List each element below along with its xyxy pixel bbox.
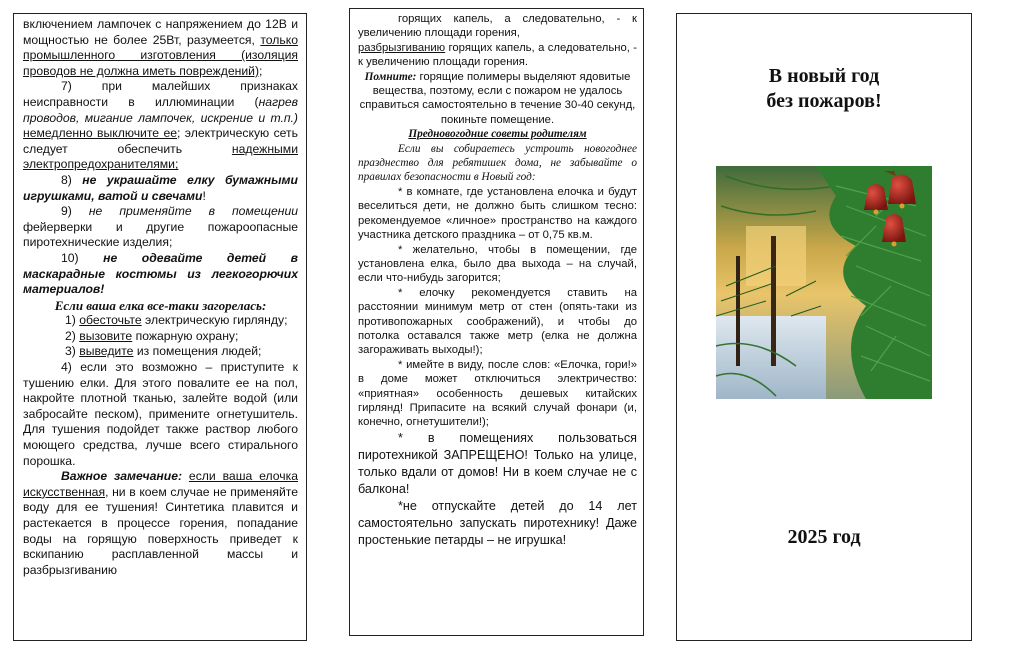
christmas-tree-picture xyxy=(716,166,932,399)
step-4: 4) если это возможно – приступите к тушению елки. Для этого повалите ее на пол, накройте плотной тканью, залейте водой (или забросайте песком), примените огнетушитель. Для тушения подойдет также раствор любого моющего средства, лучше всего стирального порошка. xyxy=(23,360,298,468)
step-1 xyxy=(23,313,298,329)
advice-intro: Если вы собираетесь устроить новогоднее празднество для ребятишек дома, не забывайте о правилах безопасности в Новый год: xyxy=(358,142,637,184)
cover-year: 2025 год xyxy=(787,526,861,548)
text: ; xyxy=(259,63,263,78)
italic-text: нагрев проводов, мигание лампочек, искрение и т.п.) xyxy=(23,94,298,125)
cover-title-line-2: без пожаров! xyxy=(766,90,882,112)
text: ! xyxy=(202,188,206,203)
underlined-text: если ваша елочка искусственная xyxy=(23,469,298,499)
advice-item-1: * в комнате, где установлена елочка и будут веселиться дети, не должно быть слишком тесно: рекомендуемое «личное» пространство на каждого участника детского праздника – от 0,75 кв.м. xyxy=(358,185,637,242)
step-number: 3) xyxy=(65,344,76,359)
bold-italic-text: не украшайте елку бумажными игрушками, ватой и свечами xyxy=(23,172,298,203)
text: горящие полимеры выделяют ядовитые вещества, поэтому, если с пожаром не удалось справиться самостоятельно в течение 30-40 секунд, покиньте помещение. xyxy=(359,70,636,126)
text: горящих капель, а следовательно, - к увеличению площади горения. xyxy=(358,41,638,69)
advice-heading: Предновогодние советы родителям xyxy=(408,128,587,141)
left-panel xyxy=(13,13,307,641)
text: из помещения людей; xyxy=(136,344,262,359)
underlined-text: немедленно выключите ее xyxy=(23,126,178,141)
fire-heading: Если ваша елка все-таки загорелась: xyxy=(54,297,267,313)
text: включением лампочек с напряжением до 12В и мощностью не более 25Вт, разумеется, xyxy=(23,17,298,47)
paragraph-rule-7 xyxy=(23,79,298,173)
underlined-text: надежными электропредохранителями; xyxy=(23,141,298,172)
text: 7) при малейших признаках неисправности в иллюминации ( xyxy=(23,79,298,109)
paragraph-rule-10 xyxy=(23,251,298,298)
paragraph-remember xyxy=(358,70,637,128)
cover-title xyxy=(677,64,971,114)
advice-item-5: * в помещениях пользоваться пиротехникой ЗАПРЕЩЕНО! Только на улице, только вдали от домов! Ни в коем случае не с балкона! xyxy=(358,430,637,496)
underlined-text: обесточьте xyxy=(79,313,142,328)
rule-number: 10) xyxy=(61,250,79,265)
note-label: Важное замечание: xyxy=(61,469,183,484)
right-panel xyxy=(676,13,972,641)
paragraph-rule-8 xyxy=(23,173,298,204)
underlined-text: выведите xyxy=(79,344,134,359)
cover-title-line-1: В новый год xyxy=(768,65,880,87)
paragraph-continuation: горящих капель, а следовательно, - к увеличению площади горения, xyxy=(358,13,637,40)
text: пожарную охрану; xyxy=(135,328,239,343)
step-3 xyxy=(23,344,298,360)
remember-label: Помните: xyxy=(364,70,417,83)
advice-item-3: * елочку рекомендуется ставить на расстоянии минимум метр от стен (опять-таки из противопожарных соображений), и чтобы до потолка оставался также метр (елка не должна загораживать выходы!); xyxy=(358,286,637,357)
middle-panel xyxy=(349,8,644,636)
step-number: 2) xyxy=(65,328,76,343)
step-number: 1) xyxy=(65,313,76,328)
italic-text: не применяйте в помещении xyxy=(88,204,299,219)
paragraph-garland xyxy=(23,17,298,79)
text: фейерверки и другие пожароопасные пиротехнические изделия; xyxy=(23,219,298,250)
text: ; электрическую сеть следует обеспечить xyxy=(23,126,298,156)
text: электрическую гирлянду; xyxy=(145,313,288,328)
advice-item-4: * имейте в виду, после слов: «Елочка, гори!» в доме может отключиться электричество: «приятная» особенность дешевых китайских гирлянд! Припасите на всякий случай фонари (и, конечно, огнетушители!); xyxy=(358,358,637,429)
rule-number: 9) xyxy=(61,204,72,219)
underlined-text: вызовите xyxy=(79,328,133,343)
rule-number: 8) xyxy=(61,172,72,187)
advice-item-6: *не отпускайте детей до 14 лет самостоятельно запускать пиротехнику! Даже простенькие петарды – не игрушка! xyxy=(358,498,637,547)
paragraph-spray xyxy=(358,41,637,70)
underlined-text: только промышленного изготовления (изоляция проводов не должна иметь повреждений) xyxy=(23,32,298,78)
step-2 xyxy=(23,329,298,345)
bold-italic-text: не одевайте детей в маскарадные костюмы из легкогорючих материалов! xyxy=(23,250,298,297)
advice-item-2: * желательно, чтобы в помещении, где установлена елка, было два выхода – на случай, если что-нибудь загорится; xyxy=(358,243,637,285)
important-note xyxy=(23,469,298,578)
paragraph-rule-9 xyxy=(23,204,298,251)
underlined-text: разбрызгиванию xyxy=(358,41,446,54)
text: , ни в коем случае не применяйте воду для ее тушения! Синтетика плавится и растекается в процессе горения, попадание воды на горящую поверхность приведет к вскипанию расплавленной массы и разбрызгиванию xyxy=(23,484,298,577)
